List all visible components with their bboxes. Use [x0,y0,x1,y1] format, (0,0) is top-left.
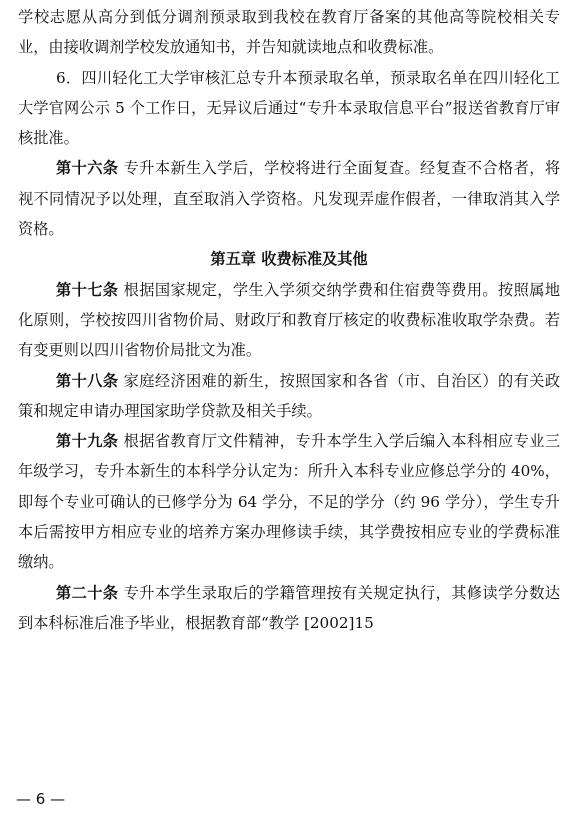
article-body: 根据省教育厅文件精神，专升本学生入学后编入本科相应专业三年级学习，专升本新生的本科学分认定为：所升入本科专业应修总学分的 40%，即每个专业可确认的已修学分为 64 学分，不足的学分（约 96 学分），学生专升本后需按甲方相应专业的培养方案办理修读手续，其学费按相应专业的学费标准缴纳。 [18,432,561,572]
article-17 [18,275,560,366]
article-body: 专升本学生录取后的学籍管理按有关规定执行，其修读学分数达到本科标准后准予毕业，根据教育部“教学 [2002]15 [18,583,561,632]
article-label: 第十七条 [56,280,119,299]
article-18 [18,366,560,427]
article-20 [18,578,560,639]
chapter-heading: 第五章 收费标准及其他 [210,250,368,269]
article-label: 第十九条 [56,432,119,451]
article-label: 第二十条 [56,583,119,602]
article-body: 根据国家规定，学生入学须交纳学费和住宿费等费用。按照属地化原则，学校按四川省物价局、财政厅和教育厅核定的收费标准收取学杂费。若有变更则以四川省物价局批文为准。 [18,280,561,360]
article-body: 家庭经济困难的新生，按照国家和各省（市、自治区）的有关政策和规定申请办理国家助学贷款及相关手续。 [18,371,561,420]
article-19 [18,426,560,577]
article-16 [18,153,560,244]
page-number: — 6 — [16,790,66,808]
document-page [18,2,560,638]
article-label: 第十八条 [56,371,119,390]
paragraph-item-6: 6．四川轻化工大学审核汇总专升本预录取名单，预录取名单在四川轻化工大学官网公示 5 个工作日，无异议后通过“专升本录取信息平台”报送省教育厅审核批准。 [18,68,560,148]
article-body: 专升本新生入学后，学校将进行全面复查。经复查不合格者，将视不同情况予以处理，直至取消入学资格。凡发现弄虚作假者，一律取消其入学资格。 [18,159,561,239]
article-label: 第十六条 [56,159,119,178]
paragraph-continuation: 学校志愿从高分到低分调剂预录取到我校在教育厅备案的其他高等院校相关专业，由接收调剂学校发放通知书，并告知就读地点和收费标准。 [18,8,560,57]
